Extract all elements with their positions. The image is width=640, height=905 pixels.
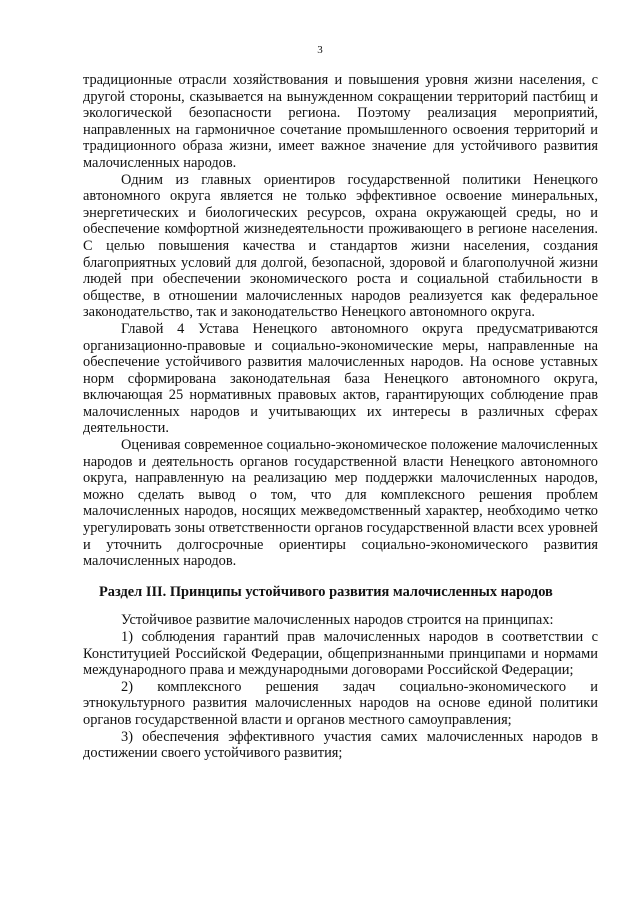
principle-3: 3) обеспечения эффективного участия самих малочисленных народов в достижении своего устойчивого развития;: [83, 728, 598, 762]
paragraph-2: Одним из главных ориентиров государственной политики Ненецкого автономного округа является не только эффективное освоение минеральных, энергетических и биологических ресурсов, охрана окружающей среды, но и обеспечение комфортной жизнедеятельности проживающего в регионе населения. С целью повышения качества и стандартов жизни населения, создания благоприятных условий для долгой, безопасной, здоровой и благополучной жизни людей при обеспечении экономического роста и социальной стабильности в обществе, в отношении малочисленных народов реализуется как федеральное законодательство, так и законодательство Ненецкого автономного округа.: [83, 171, 598, 321]
paragraph-1: традиционные отрасли хозяйствования и повышения уровня жизни населения, с другой стороны, сказывается на вынужденном сокращении территорий пастбищ и экологической безопасности региона. Поэтому реализация мероприятий, направленных на гармоничное сочетание промышленного освоения территорий и традиционного образа жизни, имеет важное значение для устойчивого развития малочисленных народов.: [83, 72, 598, 171]
principle-1: 1) соблюдения гарантий прав малочисленных народов в соответствии с Конституцией Российской Федерации, общепризнанными принципами и нормами международного права и международными договорами Российской Федерации;: [83, 629, 598, 679]
section-intro: Устойчивое развитие малочисленных народов строится на принципах:: [121, 612, 554, 629]
section-heading: Раздел III. Принципы устойчивого развития малочисленных народов: [99, 583, 553, 600]
paragraph-4: Оценивая современное социально-экономическое положение малочисленных народов и деятельность органов государственной власти Ненецкого автономного округа, направленную на реализацию мер поддержки малочисленных народов, можно сделать вывод о том, что для комплексного решения проблем малочисленных народов, носящих межведомственный характер, необходимо четко урегулировать зоны ответственности органов государственной власти всех уровней и уточнить долгосрочные ориентиры социально-экономического развития малочисленных народов.: [83, 437, 598, 570]
document-body: [83, 72, 598, 762]
paragraph-3: Главой 4 Устава Ненецкого автономного округа предусматриваются организационно-правовые и социально-экономические меры, направленные на обеспечение устойчивого развития малочисленных народов. На основе уставных норм сформирована законодательная база Ненецкого автономного округа, включающая 25 нормативных правовых актов, гарантирующих соблюдение прав малочисленных народов и учитывающих их интересы в различных сферах деятельности.: [83, 320, 598, 437]
principle-2: 2) комплексного решения задач социально-экономического и этнокультурного развития малочисленных народов на основе единой политики органов государственной власти и органов местного самоуправления;: [83, 678, 598, 728]
page-number: 3: [317, 44, 323, 56]
